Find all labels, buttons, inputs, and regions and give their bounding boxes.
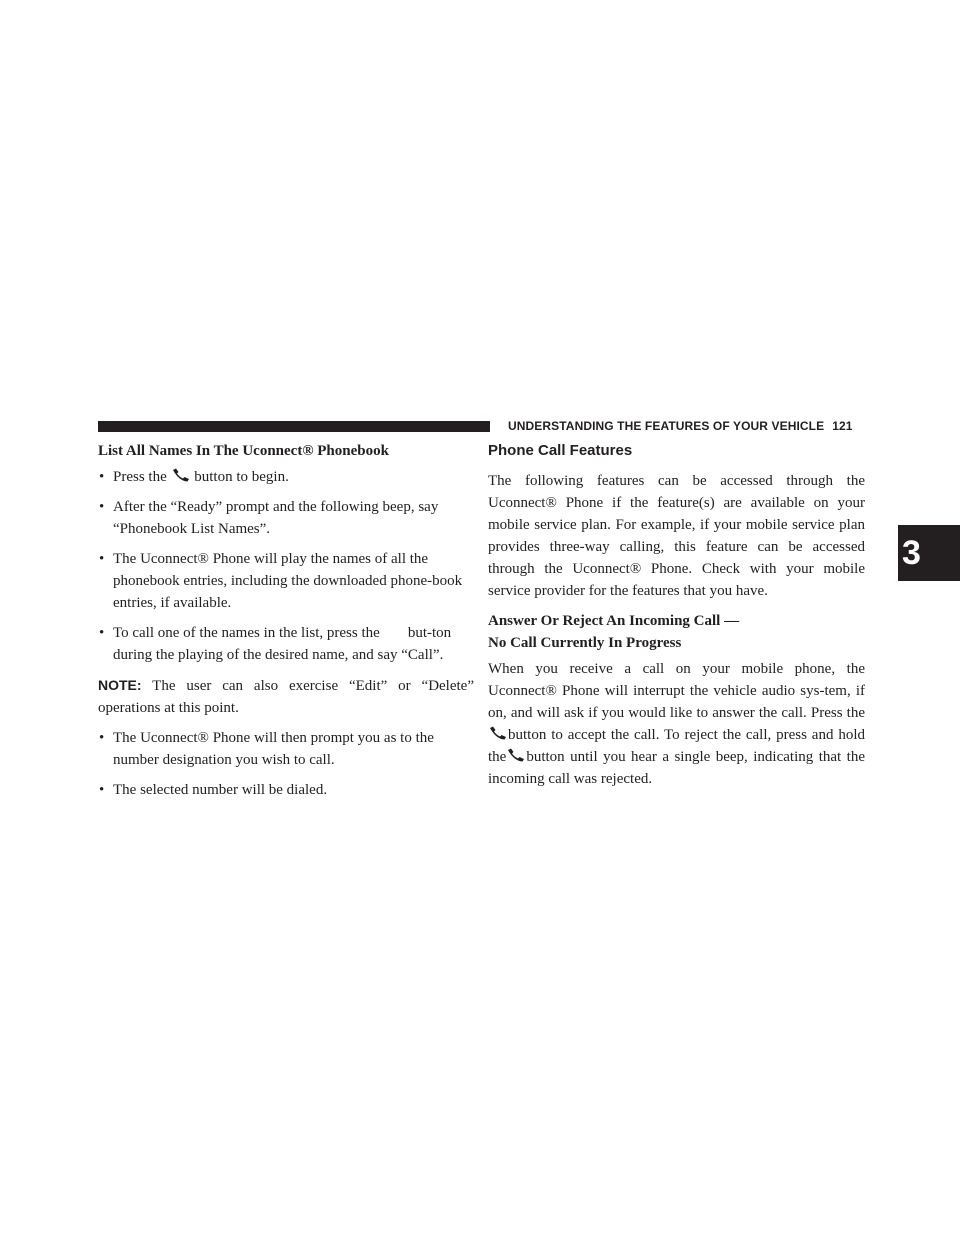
paragraph: When you receive a call on your mobile phone, the Uconnect® Phone will interrupt the vehicle audio sys-tem, if on, and will ask if you would like to answer the call. Press thebutton to accept the call. To reject the call, press and hold the button until you hear a single beep, indicating that the incoming call was rejected.	[488, 661, 865, 787]
left-heading: List All Names In The Uconnect® Phonebook	[98, 443, 389, 459]
phone-icon	[172, 467, 190, 481]
right-heading: Phone Call Features	[488, 442, 633, 459]
list-item: • The Uconnect® Phone will then prompt you as to the number designation you wish to call.	[98, 727, 474, 771]
bullet-marker: •	[99, 499, 105, 515]
phone-icon	[489, 725, 507, 739]
bullet-marker: •	[99, 625, 105, 641]
bullet-marker: •	[99, 469, 105, 485]
left-column	[98, 440, 474, 809]
chapter-number: 3	[902, 534, 921, 572]
right-column	[488, 440, 865, 798]
list-item: • To call one of the names in the list, press the but-ton during the playing of the desired name, and say “Call”.	[98, 622, 474, 666]
header-rule	[98, 421, 490, 432]
list-item: • The Uconnect® Phone will play the names of all the phonebook entries, including the downloaded phone-book entries, if available.	[98, 548, 474, 614]
running-header	[508, 419, 853, 433]
section-title: UNDERSTANDING THE FEATURES OF YOUR VEHICLE	[508, 419, 825, 433]
paragraph: The following features can be accessed through the Uconnect® Phone if the feature(s) are available on your mobile service plan. For example, if your mobile service plan provides three-way calling, this feature can be accessed through the Uconnect® Phone. Check with your mobile service provider for the features that you have.	[488, 473, 865, 599]
chapter-tab	[898, 525, 960, 581]
phone-icon	[507, 747, 525, 761]
bullet-marker: •	[99, 782, 105, 798]
subheading: Answer Or Reject An Incoming Call — No Call Currently In Progress	[488, 613, 740, 651]
list-item: • The selected number will be dialed.	[98, 779, 474, 801]
page-number: 121	[832, 419, 853, 433]
note: NOTE: The user can also exercise “Edit” or “Delete” operations at this point.	[98, 677, 474, 716]
list-item: • Press the button to begin.	[98, 466, 474, 488]
note-label: NOTE:	[98, 677, 142, 693]
bullet-marker: •	[99, 730, 105, 746]
bullet-marker: •	[99, 551, 105, 567]
list-item: • After the “Ready” prompt and the following beep, say “Phonebook List Names”.	[98, 496, 474, 540]
